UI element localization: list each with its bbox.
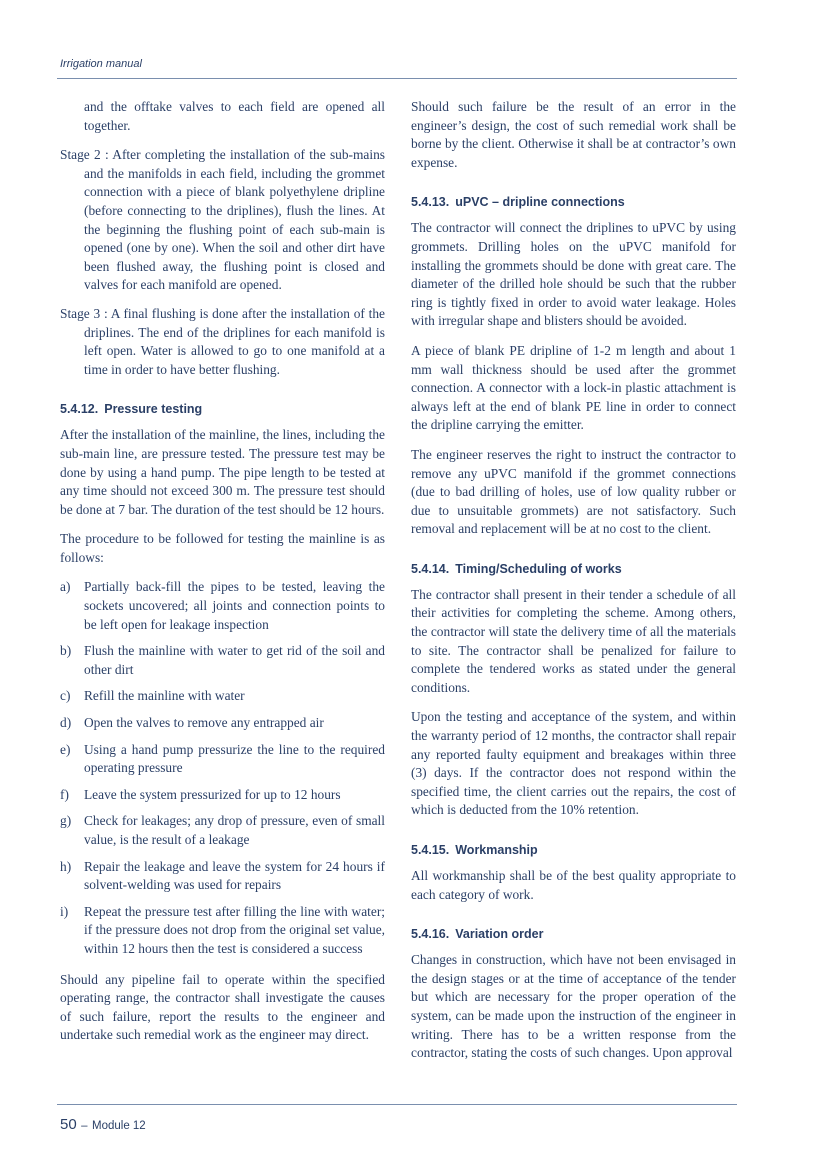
section-title: Pressure testing: [104, 402, 203, 417]
paragraph: and the offtake valves to each field are opened all together.: [84, 99, 385, 133]
paragraph: The procedure to be followed for testing the mainline is as follows:: [60, 531, 385, 565]
footer-separator: –: [81, 1120, 88, 1132]
section-title: Timing/Scheduling of works: [455, 561, 622, 576]
section-title: uPVC – dripline connections: [455, 195, 625, 210]
paragraph: Changes in construction, which have not been envisaged in the design stages or at the time of acceptance of the tender but which are necessary for the proper operation of the system, can be made upon the instruction of the engineer in writing. There has to be a written response from the contractor, stating the costs of such changes. Upon approval: [411, 952, 736, 1061]
paragraph: After the installation of the mainline, the lines, including the sub-main line, are pressure tested. The pressure test may be done by using a hand pump. The pipe length to be tested at any time should not exceed 300 m. The pressure test should be done at 7 bar. The duration of the test should be 12 hours.: [60, 427, 385, 517]
section-heading-upvc-dripline: [411, 194, 736, 210]
page-footer: [60, 1116, 146, 1134]
list-item: i) Repeat the pressure test after filling the line with water; if the pressure does not drop from the original set value, within 12 hours then the test is considered a success: [60, 903, 385, 956]
paragraph: All workmanship shall be of the best quality appropriate to each category of work.: [411, 868, 736, 902]
list-item: e) Using a hand pump pressurize the line to the required operating pressure: [60, 741, 385, 776]
paragraph: Should such failure be the result of an error in the engineer’s design, the cost of such remedial work shall be borne by the client. Otherwise it shall be at contractor’s own expense.: [411, 99, 736, 170]
paragraph: A piece of blank PE dripline of 1-2 m length and about 1 mm wall thickness should be used after the grommet connection. A connector with a lock-in plastic attachment is always left at the end of blank PE line in order to connect the dripline carrying the emitter.: [411, 342, 736, 433]
list-item: d) Open the valves to remove any entrapped air: [60, 715, 324, 731]
list-item: f) Leave the system pressurized for up to 12 hours: [60, 786, 341, 802]
section-heading-variation-order: [411, 926, 736, 942]
list-item: c) Refill the mainline with water: [60, 688, 245, 704]
list-item: g) Check for leakages; any drop of pressure, even of small value, is the result of a leakage: [60, 813, 385, 847]
right-column: [411, 98, 736, 1074]
page-number: 50: [60, 1116, 77, 1133]
paragraph: The contractor will connect the driplines to uPVC by using grommets. Drilling holes on the uPVC manifold for installing the grommets should be done with great care. The diameter of the drilled hole should be such that the rubber ring is tightly fixed in order to avoid water leakage. Holes with irregular shape and blisters should be avoided.: [411, 220, 736, 329]
footer-rule: [57, 1104, 737, 1105]
procedure-list: [60, 578, 385, 958]
section-title: Variation order: [455, 927, 544, 942]
section-number: 5.4.15.: [411, 843, 450, 857]
running-header: Irrigation manual: [60, 58, 142, 70]
list-item: a) Partially back-fill the pipes to be tested, leaving the sockets uncovered; all joints and connection points to be left open for leakage inspection: [60, 579, 385, 632]
section-heading-timing-scheduling: [411, 561, 736, 577]
section-title: Workmanship: [455, 843, 538, 857]
stage-3: Stage 3 : A final flushing is done after the installation of the driplines. The end of the driplines for each manifold is left open. Water is allowed to go to one manifold at a time in order to have better flushing.: [60, 305, 385, 377]
header-rule: [57, 78, 737, 79]
paragraph: Upon the testing and acceptance of the system, and within the warranty period of 12 months, the contractor shall repair any reported faulty equipment and breakages within three (3) days. If the contractor does not respond within the specified time, the client carries out the repairs, the cost of which is deducted from the 10% retention.: [411, 709, 736, 818]
section-number: 5.4.13.: [411, 195, 450, 210]
section-heading-workmanship: [411, 842, 736, 858]
list-item: b) Flush the mainline with water to get rid of the soil and other dirt: [60, 643, 385, 677]
stage-2: Stage 2 : After completing the installation of the sub-mains and the manifolds in each field, including the grommet connection with a piece of blank polyethylene dripline (before connecting to the driplines), flush the lines. At the beginning the flushing point of each sub-main is opened (one by one). When the soil and other dirt have been flushed away, the flushing point is closed and valves for each manifold are opened.: [60, 147, 385, 293]
section-heading-pressure-testing: [60, 401, 385, 417]
list-item: h) Repair the leakage and leave the system for 24 hours if solvent-welding was used for repairs: [60, 858, 385, 893]
left-column: [60, 98, 385, 1056]
section-number: 5.4.14.: [411, 561, 450, 576]
section-number: 5.4.16.: [411, 927, 450, 942]
paragraph: The engineer reserves the right to instruct the contractor to remove any uPVC manifold if the grommet connections (due to bad drilling of holes, use of low quality rubber or due to unsuitable grommets) are not satisfactory. Such removal and replacement will be at no cost to the client.: [411, 446, 736, 537]
section-number: 5.4.12.: [60, 402, 99, 417]
paragraph: Should any pipeline fail to operate within the specified operating range, the contractor shall investigate the causes of such failure, report the results to the engineer and undertake such remedial work as the engineer may direct.: [60, 971, 385, 1043]
paragraph: The contractor shall present in their tender a schedule of all their activities for completing the scheme. Among others, the contractor will state the delivery time of all the materials to site. The contractor shall be penalized for failure to complete the tendered works as stated under the general conditions.: [411, 586, 736, 695]
module-label: Module 12: [92, 1120, 146, 1132]
